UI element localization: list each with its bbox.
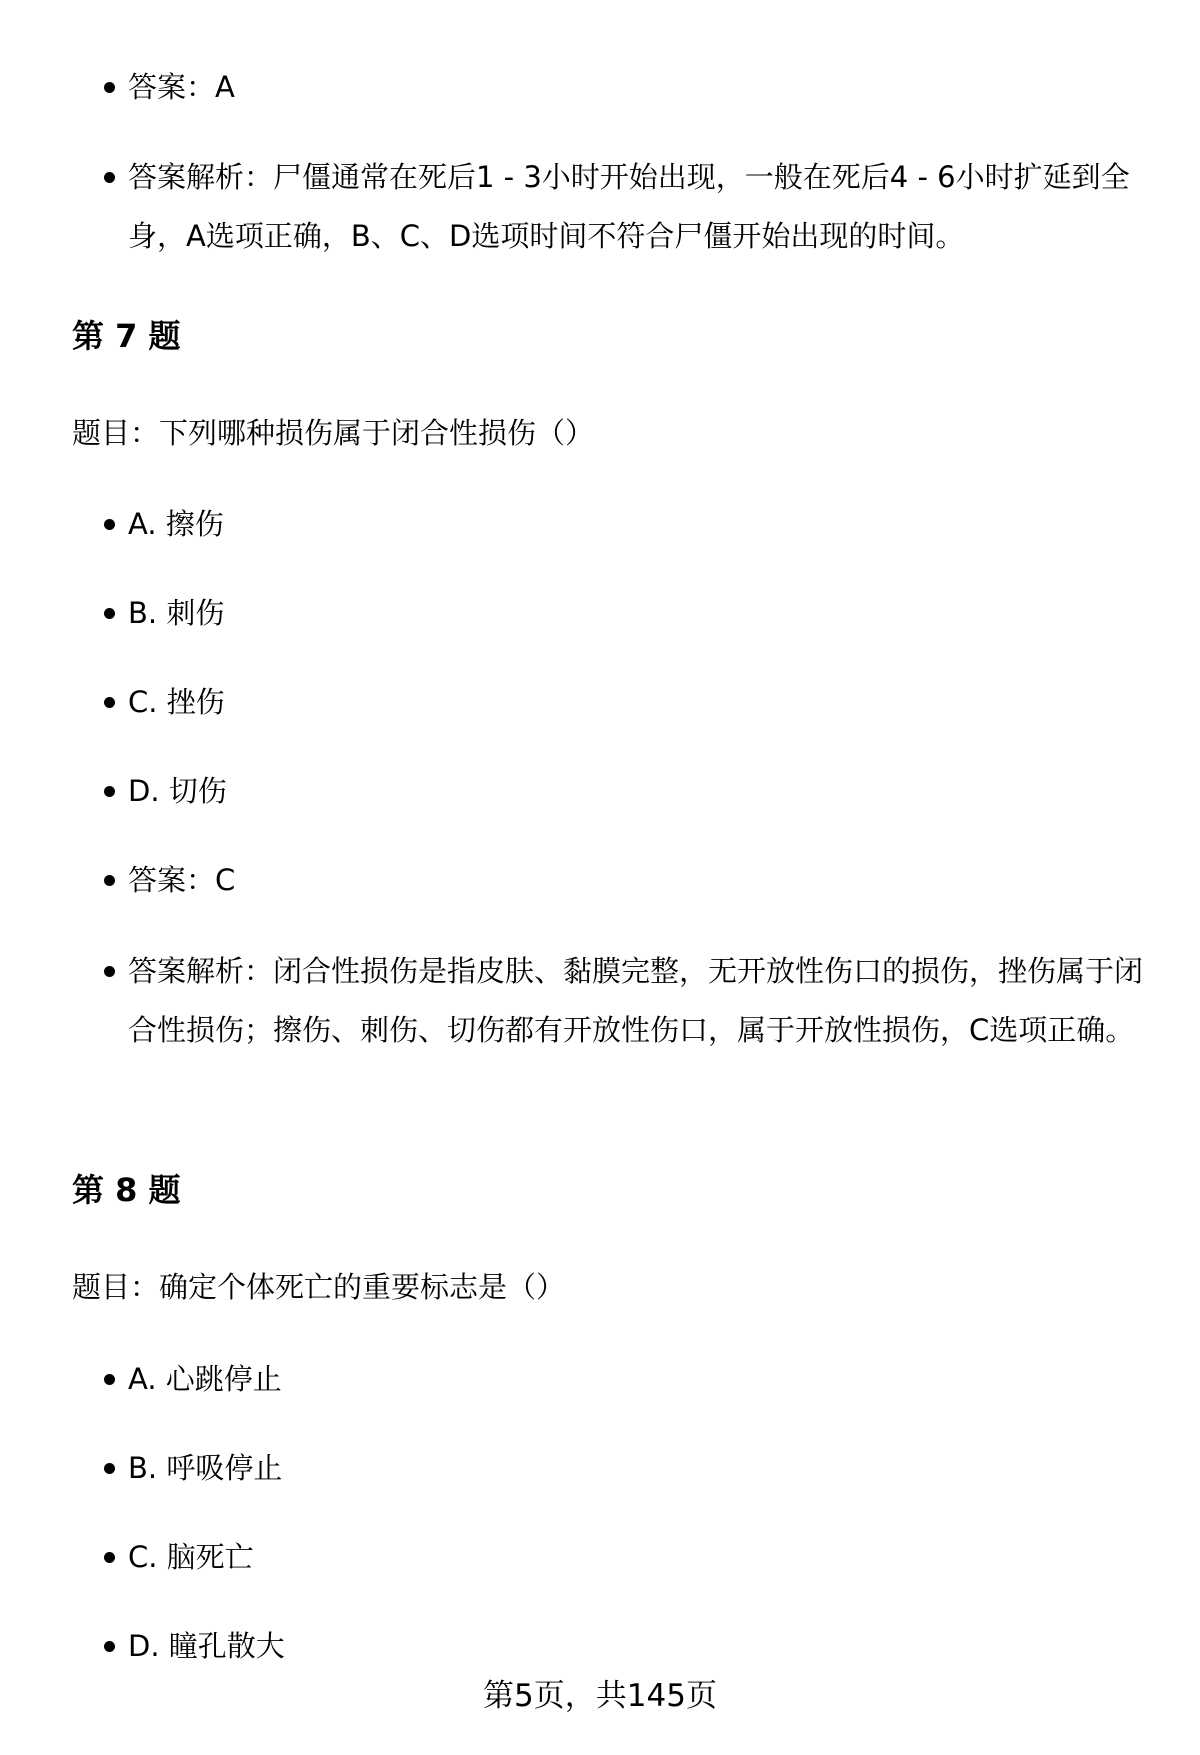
q7-option-b — [128, 584, 1158, 643]
q7-option-d-text: D. 切伤 — [128, 774, 227, 808]
q8-option-a-text: A. 心跳停止 — [128, 1362, 282, 1396]
q8-option-b-text: B. 呼吸停止 — [128, 1451, 283, 1485]
q7-option-b-text: B. 刺伤 — [128, 596, 225, 630]
q7-answer-text: 答案：C — [128, 863, 236, 897]
q7-option-d — [128, 762, 1158, 821]
q7-explanation-text: 答案解析：闭合性损伤是指皮肤、黏膜完整，无开放性伤口的损伤，挫伤属于闭合性损伤；擦伤、刺伤、切伤都有开放性伤口，属于开放性损伤，C选项正确。 — [128, 954, 1144, 1047]
bullet-icon — [104, 172, 115, 183]
q7-explanation — [128, 942, 1158, 1060]
q8-option-b — [128, 1439, 1158, 1498]
bullet-icon — [104, 1552, 115, 1563]
q7-option-a-text: A. 擦伤 — [128, 507, 224, 541]
bullet-icon — [104, 82, 115, 93]
bullet-icon — [104, 1641, 115, 1652]
bullet-icon — [104, 608, 115, 619]
bullet-icon — [104, 519, 115, 530]
q8-question: 题目：确定个体死亡的重要标志是（） — [72, 1270, 566, 1304]
bullet-icon — [104, 697, 115, 708]
q6-explanation-text: 答案解析：尸僵通常在死后1 - 3小时开始出现，一般在死后4 - 6小时扩延到全身，A选项正确，B、C、D选项时间不符合尸僵开始出现的时间。 — [128, 160, 1130, 253]
q7-option-c-text: C. 挫伤 — [128, 685, 225, 719]
bullet-icon — [104, 1463, 115, 1474]
q8-option-d-text: D. 瞳孔散大 — [128, 1629, 285, 1663]
q7-question: 题目：下列哪种损伤属于闭合性损伤（） — [72, 416, 595, 450]
page-number-footer: 第5页，共145页 — [483, 1678, 717, 1714]
q8-option-a — [128, 1350, 1158, 1409]
q6-explanation — [128, 148, 1158, 266]
bullet-icon — [104, 966, 115, 977]
bullet-icon — [104, 1374, 115, 1385]
q6-answer-text: 答案：A — [128, 70, 235, 104]
q7-answer — [128, 851, 1158, 910]
q6-answer — [128, 58, 1158, 117]
q7-option-c — [128, 673, 1158, 732]
bullet-icon — [104, 875, 115, 886]
q7-heading: 第 7 题 — [72, 317, 181, 355]
q8-option-c — [128, 1528, 1158, 1587]
q8-option-d — [128, 1617, 1158, 1676]
q8-heading: 第 8 题 — [72, 1171, 181, 1209]
q8-option-c-text: C. 脑死亡 — [128, 1540, 254, 1574]
bullet-icon — [104, 786, 115, 797]
q7-option-a — [128, 495, 1158, 554]
